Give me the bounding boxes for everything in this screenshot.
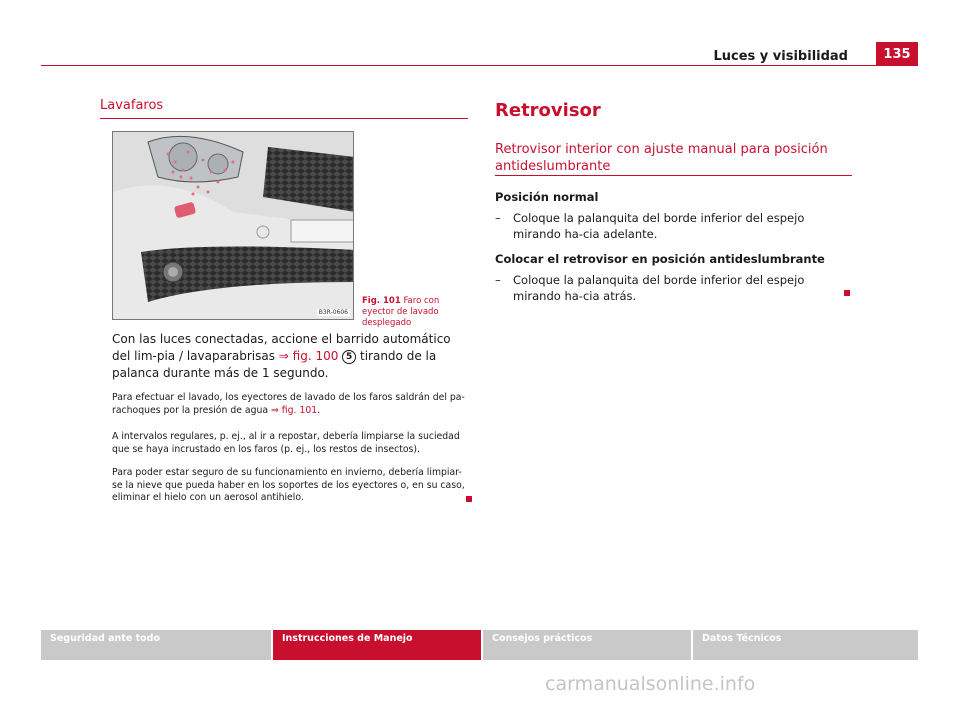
paragraph-lavado-text: Para efectuar el lavado, los eyectores de lavado de los faros saldrán del pa-rachoques por la presión de agua — [112, 392, 465, 416]
posicion-normal-step — [495, 210, 855, 242]
figure-reference-link[interactable]: ⇒ fig. 100 — [278, 349, 339, 363]
section-heading-lavafaros: Lavafaros — [100, 98, 164, 113]
tab-datos-tecnicos[interactable]: Datos Técnicos — [693, 630, 918, 660]
main-paragraph — [112, 331, 468, 382]
section-end-marker — [844, 290, 850, 296]
subheading-rule — [495, 175, 852, 176]
tab-consejos[interactable]: Consejos prácticos — [483, 630, 691, 660]
paragraph-lavado-end: . — [317, 404, 321, 416]
list-dash: – — [495, 273, 501, 287]
antideslumbrante-step — [495, 272, 855, 304]
callout-number: 5 — [342, 350, 356, 364]
chapter-heading-retrovisor: Retrovisor — [495, 100, 601, 121]
section-end-marker — [466, 496, 472, 502]
watermark: carmanualsonline.info — [545, 673, 756, 695]
tab-seguridad[interactable]: Seguridad ante todo — [41, 630, 271, 660]
page-number: 135 — [876, 42, 918, 66]
posicion-normal-title: Posición normal — [495, 190, 599, 204]
list-dash: – — [495, 211, 501, 225]
caption-label: Fig. 101 — [362, 296, 401, 306]
antideslumbrante-title: Colocar el retrovisor en posición antideslumbrante — [495, 252, 825, 266]
section-rule — [100, 118, 468, 119]
paragraph-intervalos: A intervalos regulares, p. ej., al ir a repostar, debería limpiarse la suciedad que se haya incrustado en los faros (p. ej., los restos de insectos). — [112, 431, 460, 455]
main-paragraph-text-end: tirando de la palanca durante más de 1 segundo. — [112, 349, 437, 380]
figure-code: B3R-0606 — [318, 309, 348, 316]
figure-reference-link[interactable]: ⇒ fig. 101 — [271, 404, 318, 416]
paragraph-lavado — [112, 392, 472, 417]
subheading-retrovisor-interior: Retrovisor interior con ajuste manual para posición antideslumbrante — [495, 142, 828, 174]
step-text: Coloque la palanquita del borde inferior del espejo mirando ha-cia adelante. — [513, 211, 805, 241]
header-rule — [41, 65, 918, 66]
main-paragraph-text: Con las luces conectadas, accione el barrido automático del lim-pia / lavaparabrisas — [112, 332, 451, 363]
caption-text: Faro con eyector de lavado desplegado — [362, 296, 440, 328]
running-header-title: Luces y visibilidad — [713, 49, 848, 64]
step-text: Coloque la palanquita del borde inferior del espejo mirando ha-cia atrás. — [513, 273, 805, 303]
figure-caption — [362, 296, 472, 329]
figure-headlamp-washer — [112, 131, 354, 320]
paragraph-invierno: Para poder estar seguro de su funcionamiento en invierno, debería limpiar-se la nieve que pueda haber en los soportes de los eyectores o, en su caso, eliminar el hielo con un aerosol antihielo. — [112, 467, 465, 503]
tab-instrucciones-active[interactable]: Instrucciones de Manejo — [273, 630, 481, 660]
headlamp-illustration — [113, 132, 354, 320]
